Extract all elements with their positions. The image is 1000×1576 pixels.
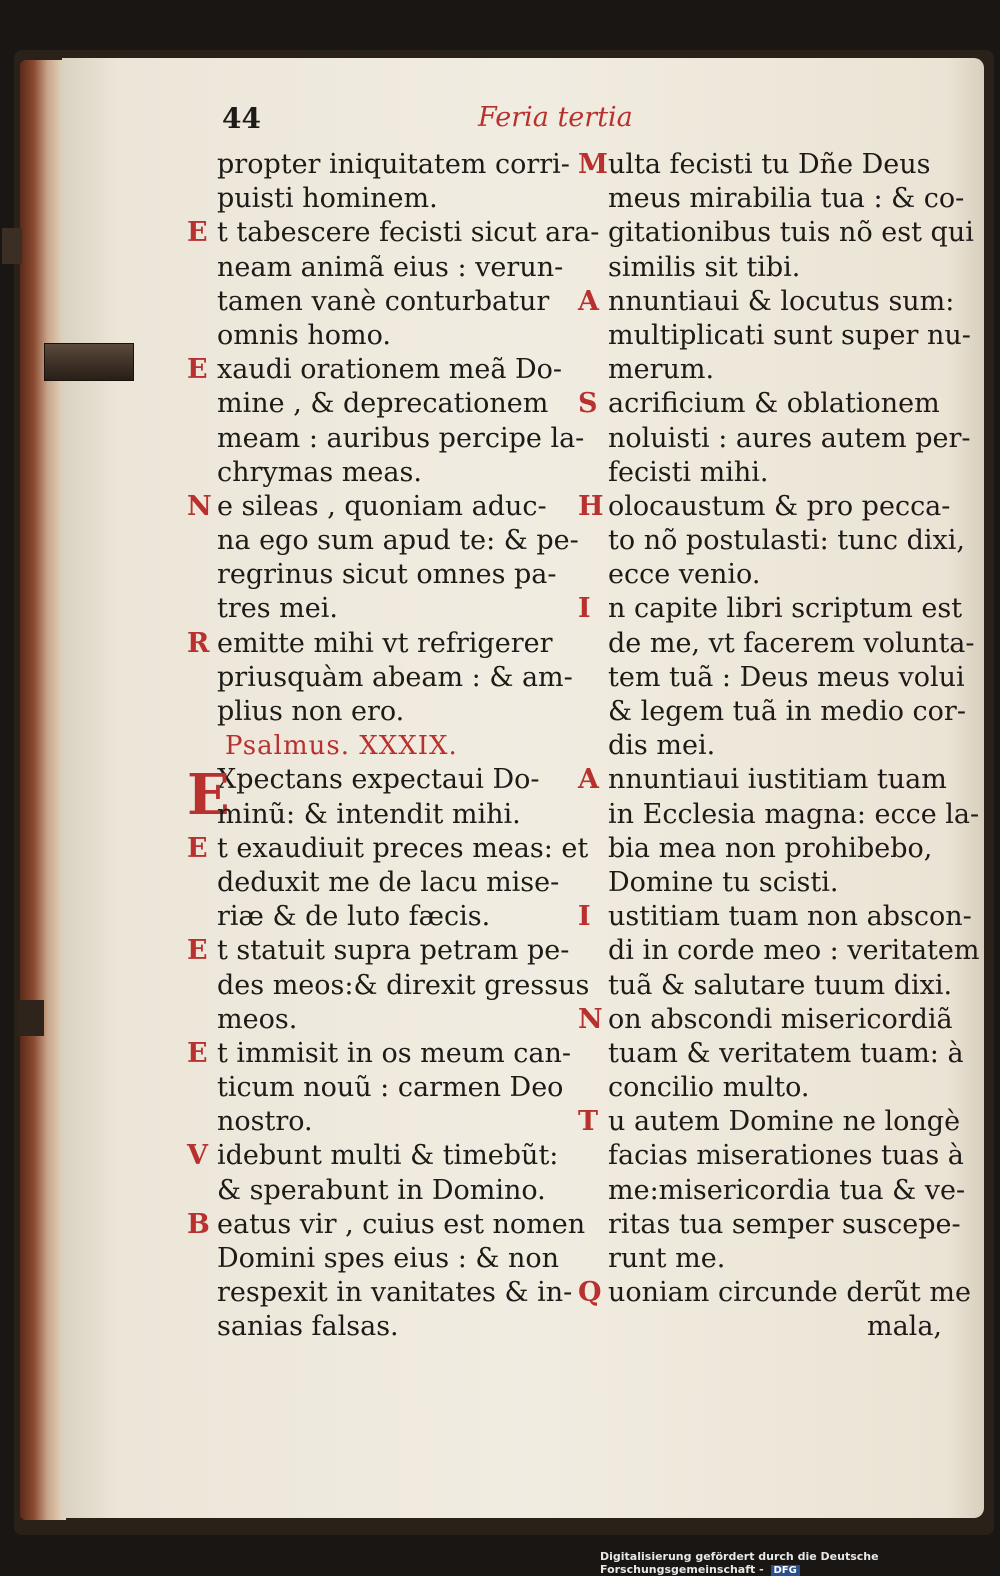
line-text: omnis homo. bbox=[217, 319, 391, 351]
right-column bbox=[578, 148, 980, 1345]
text-line bbox=[187, 456, 557, 490]
text-line bbox=[187, 1105, 557, 1139]
running-title: Feria tertia bbox=[478, 102, 633, 133]
line-text: u autem Domine ne longè bbox=[608, 1106, 961, 1138]
text-line bbox=[578, 1003, 953, 1037]
initial-letter: E bbox=[187, 935, 208, 967]
line-text: dis mei. bbox=[608, 730, 716, 762]
line-text: noluisti : aures autem per- bbox=[608, 422, 971, 454]
text-line bbox=[578, 661, 965, 695]
text-line bbox=[578, 1310, 950, 1344]
text-line bbox=[578, 456, 950, 490]
line-text: me:misericordia tua & ve- bbox=[608, 1174, 966, 1206]
text-line bbox=[187, 490, 557, 524]
text-line bbox=[187, 1003, 557, 1037]
line-text: na ego sum apud te: & pe- bbox=[217, 525, 579, 557]
text-line bbox=[578, 1242, 950, 1276]
initial-letter: E bbox=[187, 832, 208, 864]
line-text: similis sit tibi. bbox=[608, 251, 801, 283]
line-text: regrinus sicut omnes pa- bbox=[217, 559, 557, 591]
text-line bbox=[187, 866, 560, 900]
text-line bbox=[578, 148, 950, 182]
text-line bbox=[187, 695, 557, 729]
clasp-lower bbox=[18, 1000, 44, 1036]
text-line bbox=[578, 1276, 971, 1310]
line-text: Domini spes eius : & non bbox=[217, 1243, 560, 1274]
text-line bbox=[187, 798, 557, 832]
line-text: neam animã eius : verun- bbox=[217, 251, 564, 283]
line-text: de me, vt facerem volunta- bbox=[608, 627, 975, 659]
text-line bbox=[578, 387, 950, 421]
line-text: runt me. bbox=[608, 1243, 726, 1274]
line-text: di in corde meo : veritatem bbox=[608, 935, 980, 967]
page-number: 44 bbox=[222, 102, 261, 135]
line-text: puisti hominem. bbox=[217, 183, 438, 215]
initial-letter: E bbox=[187, 1037, 208, 1069]
text-line bbox=[187, 353, 563, 387]
text-line bbox=[187, 182, 557, 216]
line-text: eatus vir , cuius est nomen bbox=[217, 1208, 586, 1240]
line-text: bia mea non prohibebo, bbox=[608, 832, 933, 864]
line-text: t statuit supra petram pe- bbox=[217, 935, 570, 967]
initial-letter: B bbox=[187, 1208, 210, 1240]
line-text: priusquàm abeam : & am- bbox=[217, 661, 573, 693]
text-line bbox=[578, 319, 971, 353]
text-line bbox=[187, 319, 557, 353]
text-line bbox=[187, 216, 600, 250]
line-text: emitte mihi vt refrigerer bbox=[217, 627, 553, 659]
left-column bbox=[187, 148, 600, 1345]
footer-credit bbox=[600, 1550, 1000, 1576]
text-line bbox=[187, 627, 557, 661]
line-text: plius non ero. bbox=[217, 696, 405, 727]
line-text: xaudi orationem meã Do- bbox=[217, 354, 563, 386]
line-text: n capite libri scriptum est bbox=[608, 593, 963, 625]
line-text: nnuntiaui & locutus sum: bbox=[608, 285, 955, 317]
line-text: & sperabunt in Domino. bbox=[217, 1174, 546, 1206]
text-line bbox=[187, 422, 585, 456]
line-text: meos. bbox=[217, 1003, 298, 1035]
text-line bbox=[578, 1208, 961, 1242]
text-line bbox=[578, 524, 965, 558]
initial-letter: N bbox=[187, 490, 212, 522]
line-text: e sileas , quoniam aduc- bbox=[217, 490, 547, 522]
initial-letter: A bbox=[578, 285, 599, 317]
line-text: riæ & de luto fæcis. bbox=[217, 901, 491, 933]
text-line bbox=[187, 387, 557, 421]
text-line bbox=[187, 1208, 586, 1242]
line-text: t exaudiuit preces meas: et bbox=[217, 832, 589, 864]
text-line bbox=[187, 1037, 572, 1071]
text-line bbox=[578, 1037, 964, 1071]
line-text: t immisit in os meum can- bbox=[217, 1037, 572, 1069]
text-line bbox=[578, 627, 975, 661]
line-text: ritas tua semper suscepe- bbox=[608, 1208, 961, 1240]
text-line bbox=[578, 1174, 966, 1208]
text-line bbox=[187, 1276, 573, 1310]
clasp-upper bbox=[2, 228, 22, 264]
text-line bbox=[578, 798, 980, 832]
initial-letter: N bbox=[578, 1003, 603, 1035]
text-line bbox=[578, 592, 963, 626]
line-text: Domine tu scisti. bbox=[608, 866, 839, 898]
line-text: t tabescere fecisti sicut ara- bbox=[217, 217, 600, 249]
text-line bbox=[578, 182, 965, 216]
line-text: idebunt multi & timebũt: bbox=[217, 1140, 559, 1172]
dfg-logo: DFG bbox=[771, 1565, 800, 1576]
initial-letter: H bbox=[578, 490, 604, 522]
text-line bbox=[578, 832, 950, 866]
text-line bbox=[187, 524, 579, 558]
line-text: & legem tuã in medio cor- bbox=[608, 696, 966, 727]
text-line bbox=[187, 900, 557, 934]
line-text: nostro. bbox=[217, 1106, 313, 1138]
initial-letter: Q bbox=[578, 1277, 602, 1309]
line-text: Xpectans expectaui Do- bbox=[217, 764, 540, 796]
text-line bbox=[578, 866, 950, 900]
line-text: concilio multo. bbox=[608, 1072, 810, 1104]
line-text: tem tuã : Deus meus volui bbox=[608, 661, 965, 693]
text-line bbox=[578, 1105, 961, 1139]
line-text: tuã & salutare tuum dixi. bbox=[608, 969, 953, 1001]
initial-letter: E bbox=[187, 217, 208, 249]
text-line bbox=[578, 763, 950, 797]
text-line bbox=[187, 148, 570, 182]
text-line bbox=[187, 969, 590, 1003]
text-line bbox=[187, 1071, 564, 1105]
line-text: ustitiam tuam non abscon- bbox=[608, 901, 972, 933]
text-line bbox=[187, 832, 589, 866]
text-line bbox=[578, 216, 974, 250]
text-line bbox=[187, 934, 570, 968]
line-text: respexit in vanitates & in- bbox=[217, 1277, 573, 1309]
text-line bbox=[187, 251, 564, 285]
line-text: gitationibus tuis nõ est qui bbox=[608, 217, 974, 249]
line-text: tres mei. bbox=[217, 593, 338, 625]
text-line bbox=[578, 729, 950, 763]
line-text: ticum nouũ : carmen Deo bbox=[217, 1072, 564, 1104]
line-text: nnuntiaui iustitiam tuam bbox=[608, 764, 947, 796]
line-text: tamen vanè conturbatur bbox=[217, 285, 550, 317]
initial-letter: I bbox=[578, 901, 591, 933]
line-text: ulta fecisti tu Dñe Deus bbox=[608, 149, 931, 180]
initial-letter: M bbox=[578, 149, 608, 180]
line-text: on abscondi misericordiã bbox=[608, 1003, 953, 1035]
running-header bbox=[0, 102, 1000, 142]
line-text: to nõ postulasti: tunc dixi, bbox=[608, 525, 965, 557]
text-line bbox=[187, 661, 573, 695]
text-line bbox=[187, 1310, 557, 1344]
text-line bbox=[578, 558, 950, 592]
text-line bbox=[578, 353, 950, 387]
page-edge bbox=[20, 60, 66, 1520]
initial-letter: T bbox=[578, 1106, 599, 1138]
line-text: sanias falsas. bbox=[217, 1311, 399, 1343]
line-text: merum. bbox=[608, 354, 715, 386]
line-text: fecisti mihi. bbox=[608, 456, 769, 488]
text-line bbox=[187, 592, 557, 626]
line-text: ecce venio. bbox=[608, 559, 761, 591]
line-text: acrificium & oblationem bbox=[608, 388, 940, 420]
text-line bbox=[187, 1242, 560, 1276]
text-line bbox=[187, 1139, 557, 1173]
line-text: meam : auribus percipe la- bbox=[217, 422, 585, 454]
line-text: facias miserationes tuas à bbox=[608, 1140, 964, 1172]
line-text: olocaustum & pro pecca- bbox=[608, 490, 951, 522]
text-line bbox=[187, 285, 557, 319]
text-line bbox=[578, 285, 955, 319]
text-line bbox=[578, 934, 980, 968]
line-text: in Ecclesia magna: ecce la- bbox=[608, 798, 980, 830]
psalm-heading: Psalmus. XXXIX. bbox=[225, 731, 458, 762]
line-text: mine , & deprecationem bbox=[217, 388, 549, 420]
line-text: meus mirabilia tua : & co- bbox=[608, 183, 965, 215]
clasp bbox=[44, 343, 134, 381]
text-line bbox=[578, 490, 950, 524]
text-line bbox=[187, 558, 557, 592]
text-line bbox=[578, 695, 966, 729]
text-line bbox=[578, 1071, 950, 1105]
line-text: uoniam circunde derũt me bbox=[608, 1277, 971, 1309]
footer-credit-text: Digitalisierung gefördert durch die Deutsche Forschungsgemeinschaft - bbox=[600, 1550, 879, 1576]
text-line bbox=[578, 969, 953, 1003]
line-text: deduxit me de lacu mise- bbox=[217, 866, 560, 898]
initial-letter: V bbox=[187, 1140, 208, 1172]
text-line bbox=[578, 251, 950, 285]
initial-letter: I bbox=[578, 593, 591, 625]
text-line bbox=[187, 1174, 557, 1208]
text-line bbox=[578, 1139, 964, 1173]
initial-letter: E bbox=[187, 354, 208, 386]
text-line bbox=[578, 422, 971, 456]
line-text: multiplicati sunt super nu- bbox=[608, 319, 971, 351]
line-text: minũ: & intendit mihi. bbox=[217, 798, 521, 830]
line-text: chrymas meas. bbox=[217, 456, 422, 488]
line-text: des meos:& direxit gressus bbox=[217, 969, 590, 1001]
initial-letter: R bbox=[187, 627, 210, 659]
text-line bbox=[578, 900, 972, 934]
initial-letter: E bbox=[187, 762, 230, 829]
line-text: tuam & veritatem tuam: à bbox=[608, 1037, 964, 1069]
line-text: propter iniquitatem corri- bbox=[217, 149, 570, 180]
initial-letter: S bbox=[578, 388, 598, 420]
initial-letter: A bbox=[578, 764, 599, 796]
line-text: mala, bbox=[866, 1311, 942, 1343]
